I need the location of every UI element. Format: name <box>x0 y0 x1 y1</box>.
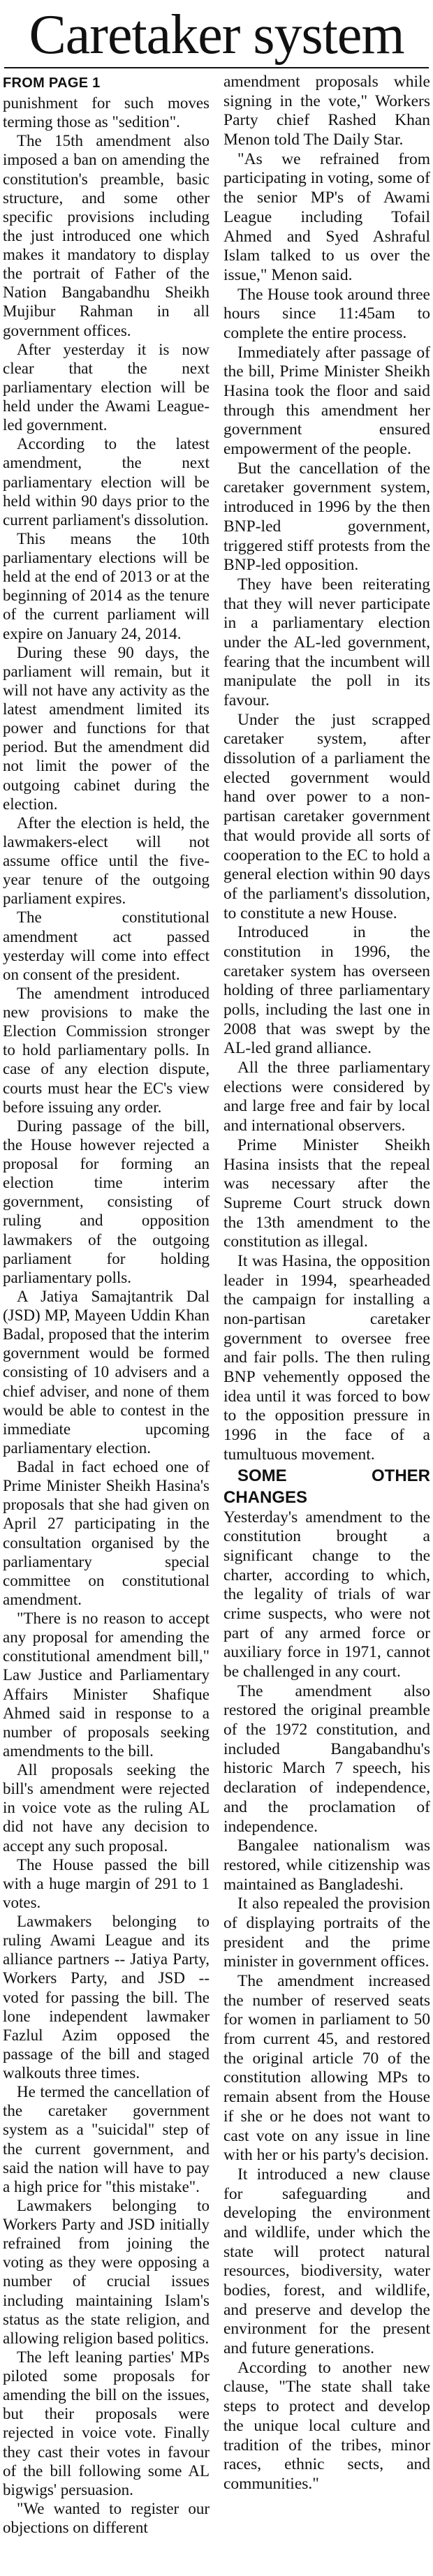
continued-from-label: FROM PAGE 1 <box>3 75 101 91</box>
paragraph: Under the just scrapped caretaker system, after dissolution of a parliament the elected government would hand over power to a non-partisan caretaker government that would provide all sorts of cooperation to the EC to hold a general election within 90 days of the parliament's dissolution, to constitute a new House. <box>223 710 430 922</box>
paragraph: A Jatiya Samajtantrik Dal (JSD) MP, Mayeen Uddin Khan Badal, proposed that the interim government would be formed consisting of 10 advisers and a chief adviser, and none of them would be able to contest in the immediate upcoming parliamentary election. <box>3 1287 210 1457</box>
paragraph: The constitutional amendment act passed yesterday will come into effect on consent of the president. <box>3 908 210 983</box>
paragraph: Introduced in the constitution in 1996, the caretaker system has overseen holding of three parliamentary polls, including the last one in 2008 that was swept by the AL-led grand alliance. <box>223 923 430 1058</box>
paragraph: "As we refrained from participating in voting, some of the senior MP's of Awami League including Tofail Ahmed and Syed Ashraful Islam talked to us over the issue," Menon said. <box>223 149 430 284</box>
title-rule <box>4 67 429 68</box>
paragraph: The House took around three hours since 11:45am to complete the entire process. <box>223 285 430 342</box>
paragraph: It was Hasina, the opposition leader in 1994, spearheaded the campaign for installing a non-partisan caretaker government to oversee free and fair polls. The then ruling BNP vehemently opposed the idea until it was forced to bow to the opposition pressure in 1996 in the face of a tumultuous movement. <box>223 1251 430 1464</box>
paragraph: According to the latest amendment, the next parliamentary election will be held within 90 days prior to the current parliament's dissolution. <box>3 435 210 529</box>
column-right <box>223 73 430 2572</box>
paragraph: He termed the cancellation of the caretaker government system as a "suicidal" step of the current government, and said the nation will have to pay a high price for "this mistake". <box>3 2083 210 2195</box>
paragraph: They have been reiterating that they will never participate in a parliamentary election under the AL-led government, fearing that the incumbent will manipulate the poll in its favour. <box>223 575 430 709</box>
section-subhead: SOME OTHER CHANGES <box>223 1466 430 1507</box>
paragraph: "There is no reason to accept any proposal for amending the constitutional amendment bill," Law Justice and Parliamentary Affairs Minister Shafique Ahmed said in response to a number of proposals seeking amendments to the bill. <box>3 1610 210 1760</box>
paragraph: After the election is held, the lawmakers-elect will not assume office until the five-year tenure of the outgoing parliament expires. <box>3 814 210 908</box>
paragraph: During passage of the bill, the House however rejected a proposal for forming an election time interim government, consisting of ruling and opposition lawmakers of the outgoing parliament for holding parliamentary polls. <box>3 1117 210 1286</box>
paragraph: The amendment increased the number of reserved seats for women in parliament to 50 from current 45, and restored the original article 70 of the constitution allowing MPs to remain absent from the House if she or he does not want to cast vote on any issue in line with her or his party's decision. <box>223 1972 430 2165</box>
paragraph: The House passed the bill with a huge margin of 291 to 1 votes. <box>3 1855 210 1911</box>
paragraph: All the three parliamentary elections were considered by and large free and fair by local and international observers. <box>223 1059 430 1135</box>
paragraph: The amendment introduced new provisions to make the Election Commission stronger to hold parliamentary polls. In case of any election dispute, courts must hear the EC's view before issuing any order. <box>3 984 210 1116</box>
paragraph: Lawmakers belonging to ruling Awami League and its alliance partners -- Jatiya Party, Workers Party, and JSD -- voted for passing the bill. The lone independent lawmaker Fazlul Azim opposed the passage of the bill and staged walkouts three times. <box>3 1913 210 2082</box>
column-left <box>3 73 210 2572</box>
paragraph: The left leaning parties' MPs piloted some proposals for amending the bill on the issues, but their proposals were rejected in voice vote. Finally they cast their votes in favour of the bill following some AL bigwigs' persuasion. <box>3 2348 210 2498</box>
article-title: Caretaker system <box>29 4 404 66</box>
article-body <box>3 73 430 2572</box>
paragraph: According to another new clause, "The state shall take steps to protect and develop the unique local culture and tradition of the tribes, minor races, ethnic sects, and communities." <box>223 2358 430 2493</box>
paragraph: After yesterday it is now clear that the next parliamentary election will be held under the Awami League-led government. <box>3 340 210 434</box>
paragraph: But the cancellation of the caretaker government system, introduced in 1996 by the then BNP-led government, triggered stiff protests from the BNP-led opposition. <box>223 459 430 575</box>
paragraph: "We wanted to register our objections on different <box>3 2499 210 2536</box>
paragraph: This means the 10th parliamentary elections will be held at the end of 2013 or at the beginning of 2014 as the tenure of the current parliament will expire on January 24, 2014. <box>3 529 210 642</box>
paragraph: Yesterday's amendment to the constitution brought a significant change to the charter, according to which, the legality of trials of war crime suspects, who were not part of any armed force or auxiliary force in 1971, cannot be challenged in any court. <box>223 1508 430 1681</box>
paragraph: Immediately after passage of the bill, Prime Minister Sheikh Hasina took the floor and said through this amendment her government ensured empowerment of the people. <box>223 343 430 459</box>
paragraph: It introduced a new clause for safeguarding and developing the environment and wildlife, under which the state will protect natural resources, biodiversity, water bodies, forest, and wildlife, and preserve and develop the environment for the present and future generations. <box>223 2165 430 2358</box>
paragraph: Lawmakers belonging to Workers Party and JSD initially refrained from joining the voting as they were opposing a number of crucial issues including maintaining Islam's status as the state religion, and allowing religion based politics. <box>3 2196 210 2347</box>
paragraph: amendment proposals while signing in the vote," Workers Party chief Rashed Khan Menon told The Daily Star. <box>223 73 430 149</box>
paragraph-text: punishment for such moves terming those as "sedition". <box>3 94 210 131</box>
paragraph <box>3 73 210 131</box>
paragraph: The amendment also restored the original preamble of the 1972 constitution, and included Bangabandhu's historic March 7 speech, his declaration of independence, and the proclamation of independence. <box>223 1681 430 1836</box>
paragraph: It also repealed the provision of displaying portraits of the president and the prime minister in government offices. <box>223 1894 430 1971</box>
paragraph: Badal in fact echoed one of Prime Minister Sheikh Hasina's proposals that she had given on April 27 participating in the consultation organised by the parliamentary special committee on constitutional amendment. <box>3 1458 210 1608</box>
paragraph: During these 90 days, the parliament will remain, but it will not have any activity as the latest amendment limited its power and functions for that period. But the amendment did not limit the power of the outgoing cabinet during the election. <box>3 643 210 813</box>
paragraph: The 15th amendment also imposed a ban on amending the constitution's preamble, basic structure, and some other specific provisions including the just introduced one which makes it mandatory to display the portrait of Father of the Nation Bangabandhu Sheikh Mujibur Rahman in all government offices. <box>3 132 210 339</box>
paragraph: Bangalee nationalism was restored, while citizenship was maintained as Bangladeshi. <box>223 1837 430 1894</box>
paragraph: Prime Minister Sheikh Hasina insists that the repeal was necessary after the Supreme Court struck down the 13th amendment to the constitution as illegal. <box>223 1135 430 1251</box>
paragraph: All proposals seeking the bill's amendment were rejected in voice vote as the ruling AL did not have any decision to accept any such proposal. <box>3 1761 210 1855</box>
